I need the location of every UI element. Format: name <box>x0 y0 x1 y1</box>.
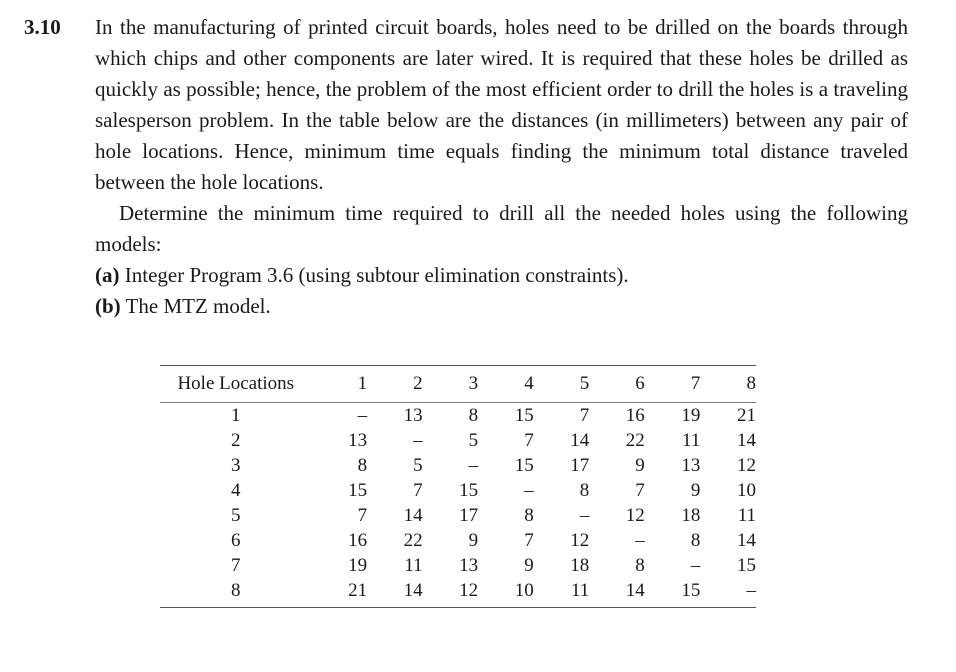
table-header-row <box>160 366 756 403</box>
row-label: 8 <box>231 580 241 601</box>
distance-cell: – <box>746 580 756 601</box>
distance-cell: – <box>357 405 368 426</box>
distance-cell: 14 <box>737 430 756 451</box>
problem-paragraph-2: Determine the minimum time required to drill all the needed holes using the following models: <box>95 201 908 256</box>
row-label: 1 <box>231 405 241 426</box>
distance-cell: 12 <box>570 530 590 551</box>
distance-table <box>160 365 756 608</box>
distance-cell: 15 <box>348 480 368 501</box>
distance-cell: 21 <box>348 580 368 601</box>
distance-cell: 8 <box>635 555 645 576</box>
distance-cell: 11 <box>570 580 590 601</box>
part-a <box>95 260 924 291</box>
header-col-3: 3 <box>468 373 479 394</box>
row-label: 4 <box>231 480 241 501</box>
distance-cell: 14 <box>737 530 756 551</box>
distance-cell: – <box>690 555 701 576</box>
distance-cell: – <box>413 430 423 451</box>
header-col-5: 5 <box>579 373 590 394</box>
distance-cell: 14 <box>570 430 590 451</box>
distance-cell: 15 <box>737 555 756 576</box>
table-row <box>160 428 756 453</box>
distance-cell: 19 <box>348 555 368 576</box>
distance-cell: 13 <box>348 430 368 451</box>
distance-cell: 18 <box>570 555 590 576</box>
table-row <box>160 403 756 428</box>
table-bottom-rule <box>160 607 756 608</box>
distance-cell: 15 <box>459 480 479 501</box>
distance-cell: 7 <box>524 530 534 551</box>
header-col-7: 7 <box>690 373 701 394</box>
problem-number: 3.10 <box>24 15 61 39</box>
distance-cell: 5 <box>468 430 479 451</box>
row-label: 7 <box>231 555 241 576</box>
distance-cell: 7 <box>635 480 645 501</box>
header-hole-locations: Hole Locations <box>177 373 295 394</box>
problem-paragraph-1: In the manufacturing of printed circuit boards, holes need to be drilled on the boards through which chips and other components are later wired. It is required that these holes be drilled as quickly as possible; hence, the problem of the most efficient order to drill the holes is a traveling salesperson problem. In the table below are the distances (in millimeters) between any pair of hole locations. Hence, minimum time equals finding the minimum total distance traveled between the hole locations. <box>95 15 908 194</box>
distance-cell: 8 <box>690 530 701 551</box>
part-a-text: Integer Program 3.6 (using subtour elimination constraints). <box>119 263 629 287</box>
distance-cell: 15 <box>514 405 534 426</box>
distance-cell: 13 <box>459 555 479 576</box>
distance-cell: – <box>635 530 645 551</box>
distance-cell: 22 <box>625 430 645 451</box>
problem-block <box>24 12 924 322</box>
distance-cell: 19 <box>681 405 701 426</box>
distance-cell: 17 <box>570 455 590 476</box>
distance-cell: 10 <box>737 480 756 501</box>
distance-cell: 9 <box>524 555 534 576</box>
distance-cell: 7 <box>357 505 368 526</box>
distance-cell: 9 <box>468 530 479 551</box>
distance-cell: 9 <box>635 455 645 476</box>
distance-cell: 8 <box>579 480 590 501</box>
distance-cell: 7 <box>413 480 423 501</box>
distance-cell: 15 <box>681 580 701 601</box>
row-label: 5 <box>231 505 241 526</box>
part-a-label: (a) <box>95 263 120 287</box>
table-row <box>160 528 756 553</box>
distance-cell: 22 <box>403 530 423 551</box>
distance-cell: 12 <box>459 580 479 601</box>
header-col-6: 6 <box>635 373 645 394</box>
distance-cell: 11 <box>682 430 701 451</box>
distance-cell: 11 <box>404 555 423 576</box>
table-row <box>160 453 756 478</box>
part-b-label: (b) <box>95 294 121 318</box>
distance-cell: 14 <box>625 580 645 601</box>
distance-cell: 8 <box>524 505 534 526</box>
distance-cell: 9 <box>690 480 701 501</box>
distance-matrix <box>160 366 756 603</box>
table-row <box>160 478 756 503</box>
distance-cell: 21 <box>737 405 756 426</box>
distance-cell: – <box>579 505 590 526</box>
distance-cell: 12 <box>737 455 756 476</box>
row-label: 6 <box>231 530 241 551</box>
part-b-text: The MTZ model. <box>120 294 271 318</box>
distance-cell: 10 <box>514 580 534 601</box>
table-row <box>160 503 756 528</box>
row-label: 2 <box>231 430 241 451</box>
distance-cell: 13 <box>403 405 423 426</box>
distance-cell: 12 <box>625 505 645 526</box>
table-row <box>160 553 756 578</box>
distance-cell: 7 <box>579 405 590 426</box>
distance-cell: 8 <box>468 405 479 426</box>
header-col-8: 8 <box>746 373 756 394</box>
distance-cell: 11 <box>737 505 756 526</box>
distance-cell: 7 <box>524 430 534 451</box>
distance-cell: 17 <box>459 505 479 526</box>
distance-cell: 8 <box>357 455 368 476</box>
distance-cell: 14 <box>403 580 423 601</box>
distance-cell: 16 <box>625 405 645 426</box>
distance-cell: 18 <box>681 505 701 526</box>
distance-cell: 15 <box>514 455 534 476</box>
row-label: 3 <box>231 455 241 476</box>
header-col-2: 2 <box>413 373 423 394</box>
distance-cell: 5 <box>413 455 423 476</box>
part-b <box>95 291 924 322</box>
distance-cell: – <box>468 455 479 476</box>
distance-cell: 13 <box>681 455 701 476</box>
distance-cell: 16 <box>348 530 368 551</box>
header-col-4: 4 <box>524 373 534 394</box>
distance-cell: – <box>524 480 534 501</box>
table-row <box>160 578 756 603</box>
header-col-1: 1 <box>357 373 368 394</box>
distance-cell: 14 <box>403 505 423 526</box>
